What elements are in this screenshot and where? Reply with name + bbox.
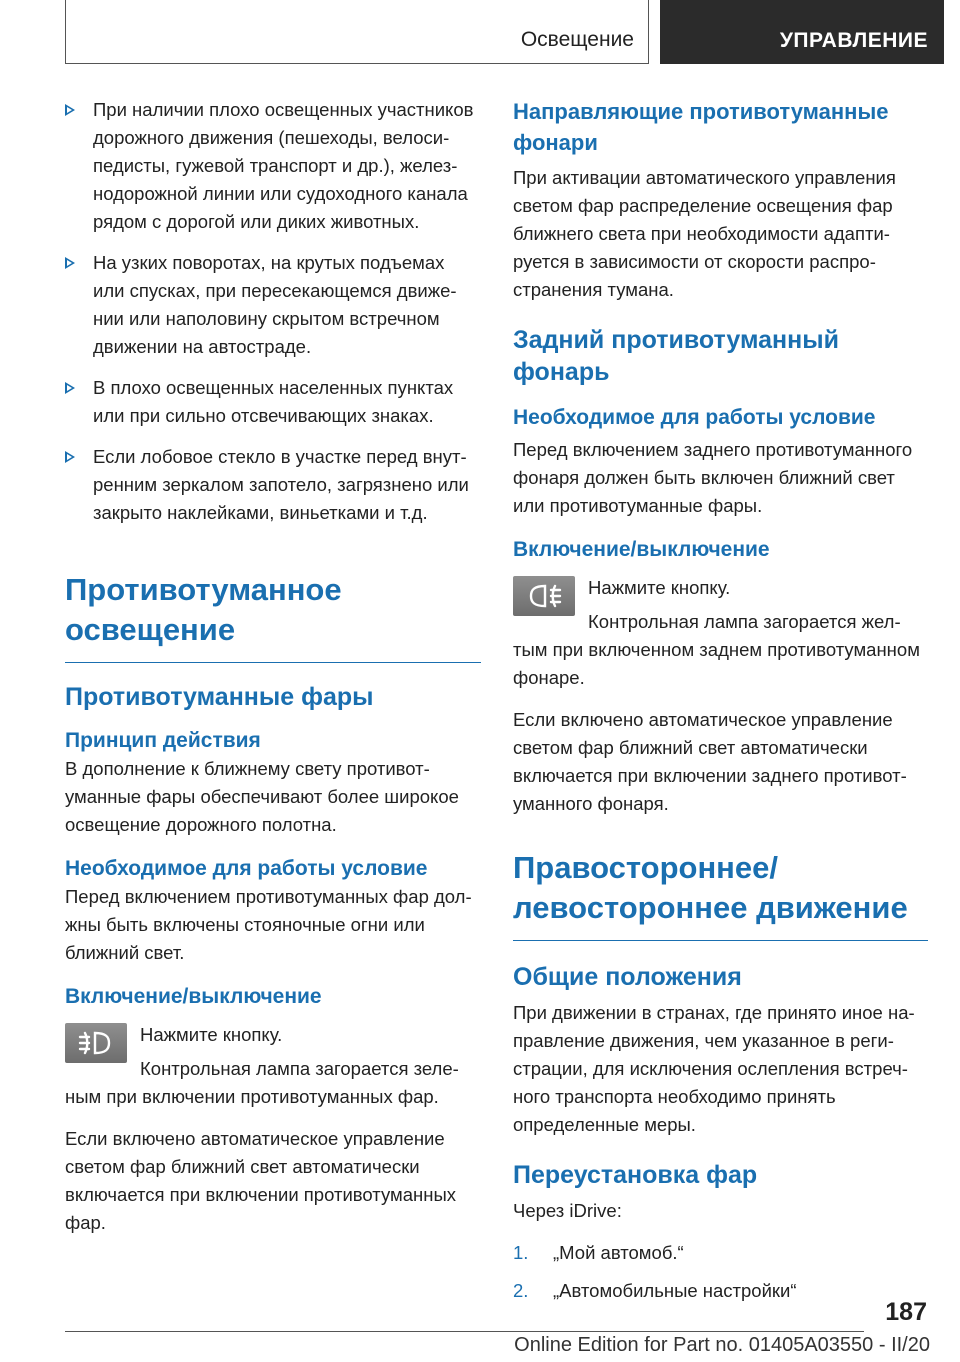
footer-divider: [65, 1331, 864, 1332]
front-fog-heading: Противотуманные фары: [65, 683, 374, 711]
rear-onoff-heading: Включение/выключение: [513, 538, 770, 561]
condition-text: Перед включением противотуманных фар должны быть включены стояночные огни или ближний свет.: [65, 886, 472, 963]
condition-heading: Необходимое для работы условие: [65, 857, 428, 880]
list-item: 2. „Автомобильные настройки“: [513, 1280, 797, 1301]
reset-headlights-heading: Переустановка фар: [513, 1161, 758, 1189]
adaptive-fog-heading: Направляющие противотуманные фонари: [513, 99, 889, 155]
bullet-triangle-icon: [65, 451, 75, 463]
rear-press-button-text: Нажмите кнопку.: [588, 577, 731, 598]
front-fog-light-icon: [65, 1023, 127, 1063]
principle-heading: Принцип действия: [65, 729, 261, 752]
header-chapter-title: УПРАВЛЕНИЕ: [779, 29, 928, 52]
auto-text: Если включено автоматическое управление светом фар ближний свет автоматически включается при включении противотуманных фар.: [65, 1128, 457, 1233]
adaptive-fog-text: При активации автоматического управления светом фар распределение освещения фар ближнего света при необходимости адаптируется в зависимости от скорости распространения тумана.: [513, 167, 896, 300]
traffic-heading: Правостороннее/ левостороннее движение: [513, 850, 908, 925]
rear-auto-text: Если включено автоматическое управление светом фар ближний свет автоматически включается при включении заднего противотуманного фонаря.: [513, 709, 907, 814]
press-button-text: Нажмите кнопку.: [140, 1024, 283, 1045]
list-item: 1. „Мой автомоб.“: [513, 1242, 684, 1263]
list-item: При наличии плохо освещенных участников дорожного движения (пешеходы, велосипедисты, гужевой транспорт и др.), железнодорожной линии или судоходного канала рядом с дорогой или диких животных.: [65, 96, 481, 236]
bullet-triangle-icon: [65, 257, 75, 269]
header-section-box: [65, 0, 649, 64]
rear-condition-text: Перед включением заднего противотуманного фонаря должен быть включен ближний свет или противотуманные фары.: [513, 439, 913, 516]
bullet-triangle-icon: [65, 382, 75, 394]
fog-lighting-heading-block: [65, 570, 481, 663]
fog-lighting-heading: Противотуманное освещение: [65, 572, 342, 647]
rear-fog-heading: Задний противотуманный фонарь: [513, 326, 839, 386]
left-column: [65, 96, 481, 1237]
onoff-heading: Включение/выключение: [65, 985, 322, 1008]
rear-indicator-text: Контрольная лампа загорается желтым при включенном заднем противотуманном фонаре.: [513, 611, 920, 688]
list-item: Если лобовое стекло в участке перед внутренним зеркалом запотело, загрязнено или закрыто наклейками, виньетками и т.д.: [65, 443, 481, 527]
bullet-triangle-icon: [65, 104, 75, 116]
rear-condition-heading: Необходимое для работы условие: [513, 406, 876, 429]
front-fog-button-block: [65, 1021, 481, 1111]
page-number: 187: [885, 1298, 927, 1326]
list-item: На узких поворотах, на крутых подъемах или спусках, при пересекающемся движении или наполовину скрытом встречном движении на автостраде.: [65, 249, 481, 361]
principle-text: В дополнение к ближнему свету противотуманные фары обеспечивают более широкое освещение дорожного полотна.: [65, 758, 459, 835]
list-item: В плохо освещенных населенных пунктах или при сильно отсвечивающих знаках.: [65, 374, 481, 430]
right-column: [513, 96, 928, 1315]
general-heading: Общие положения: [513, 963, 742, 991]
header-chapter-box: [660, 0, 944, 64]
steps-list: [513, 1239, 928, 1305]
header-section-title: Освещение: [520, 28, 634, 51]
rear-fog-light-icon: [513, 576, 575, 616]
bullet-list: [65, 96, 481, 527]
rear-fog-button-block: [513, 574, 928, 692]
general-text: При движении в странах, где принято иное направление движения, чем указанное в регистрации, для исключения ослепления встречного транспорта необходимо принять определенные меры.: [513, 1002, 915, 1135]
via-idrive-text: Через iDrive:: [513, 1200, 622, 1221]
footer-edition-text: Online Edition for Part no. 01405A03550 - II/20: [514, 1334, 930, 1356]
indicator-text: Контрольная лампа загорается зеленым при включении противотуманных фар.: [65, 1058, 459, 1107]
traffic-heading-block: [513, 848, 928, 941]
